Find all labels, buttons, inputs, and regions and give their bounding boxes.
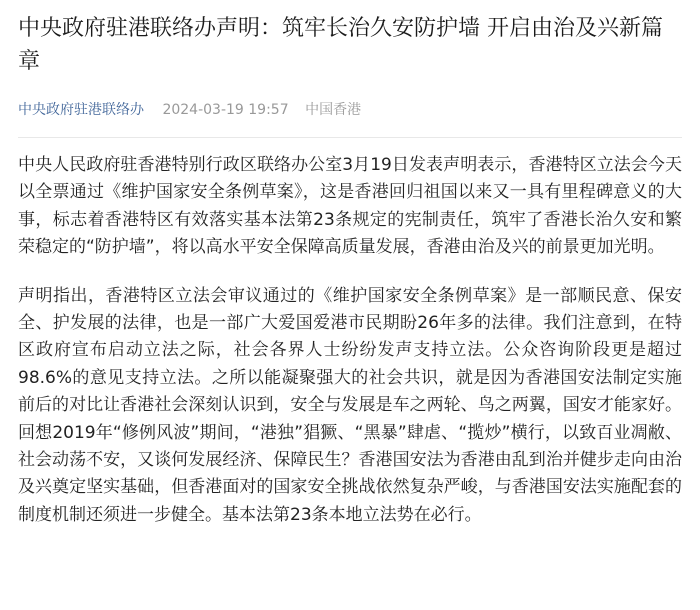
article-datetime: 2024-03-19 19:57 — [162, 102, 289, 118]
article-meta — [18, 100, 682, 120]
meta-divider — [18, 137, 682, 138]
article-location: 中国香港 — [305, 102, 362, 118]
article — [18, 12, 682, 529]
article-title: 中央政府驻港联络办声明：筑牢长治久安防护墙 开启由治及兴新篇章 — [18, 16, 663, 74]
article-source-link[interactable]: 中央政府驻港联络办 — [18, 102, 144, 118]
article-paragraph-1: 中央人民政府驻香港特别行政区联络办公室3月19日发表声明表示，香港特区立法会今天以全票通过《维护国家安全条例草案》，这是香港回归祖国以来又一具有里程碑意义的大事，标志着香港特区有效落实基本法第23条规定的宪制责任，筑牢了香港长治久安和繁荣稳定的“防护墙”，将以高水平安全保障高质量发展，香港由治及兴的前景更加光明。 — [18, 155, 682, 258]
article-paragraph-2: 声明指出，香港特区立法会审议通过的《维护国家安全条例草案》是一部顺民意、保安全、护发展的法律，也是一部广大爱国爱港市民期盼26年多的法律。我们注意到，在特区政府宣布启动立法之际，社会各界人士纷纷发声支持立法。公众咨询阶段更是超过98.6%的意见支持立法。之所以能凝聚强大的社会共识，就是因为香港国安法制定实施前后的对比让香港社会深刻认识到，安全与发展是车之两轮、鸟之两翼，国安才能家好。回想2019年“修例风波”期间，“港独”猖獗、“黑暴”肆虐、“揽炒”横行，以致百业凋敝、社会动荡不安，又谈何发展经济、保障民生？香港国安法为香港由乱到治并健步走向由治及兴奠定坚实基础，但香港面对的国家安全挑战依然复杂严峻，与香港国安法实施配套的制度机制还须进一步健全。基本法第23条本地立法势在必行。 — [18, 285, 682, 525]
